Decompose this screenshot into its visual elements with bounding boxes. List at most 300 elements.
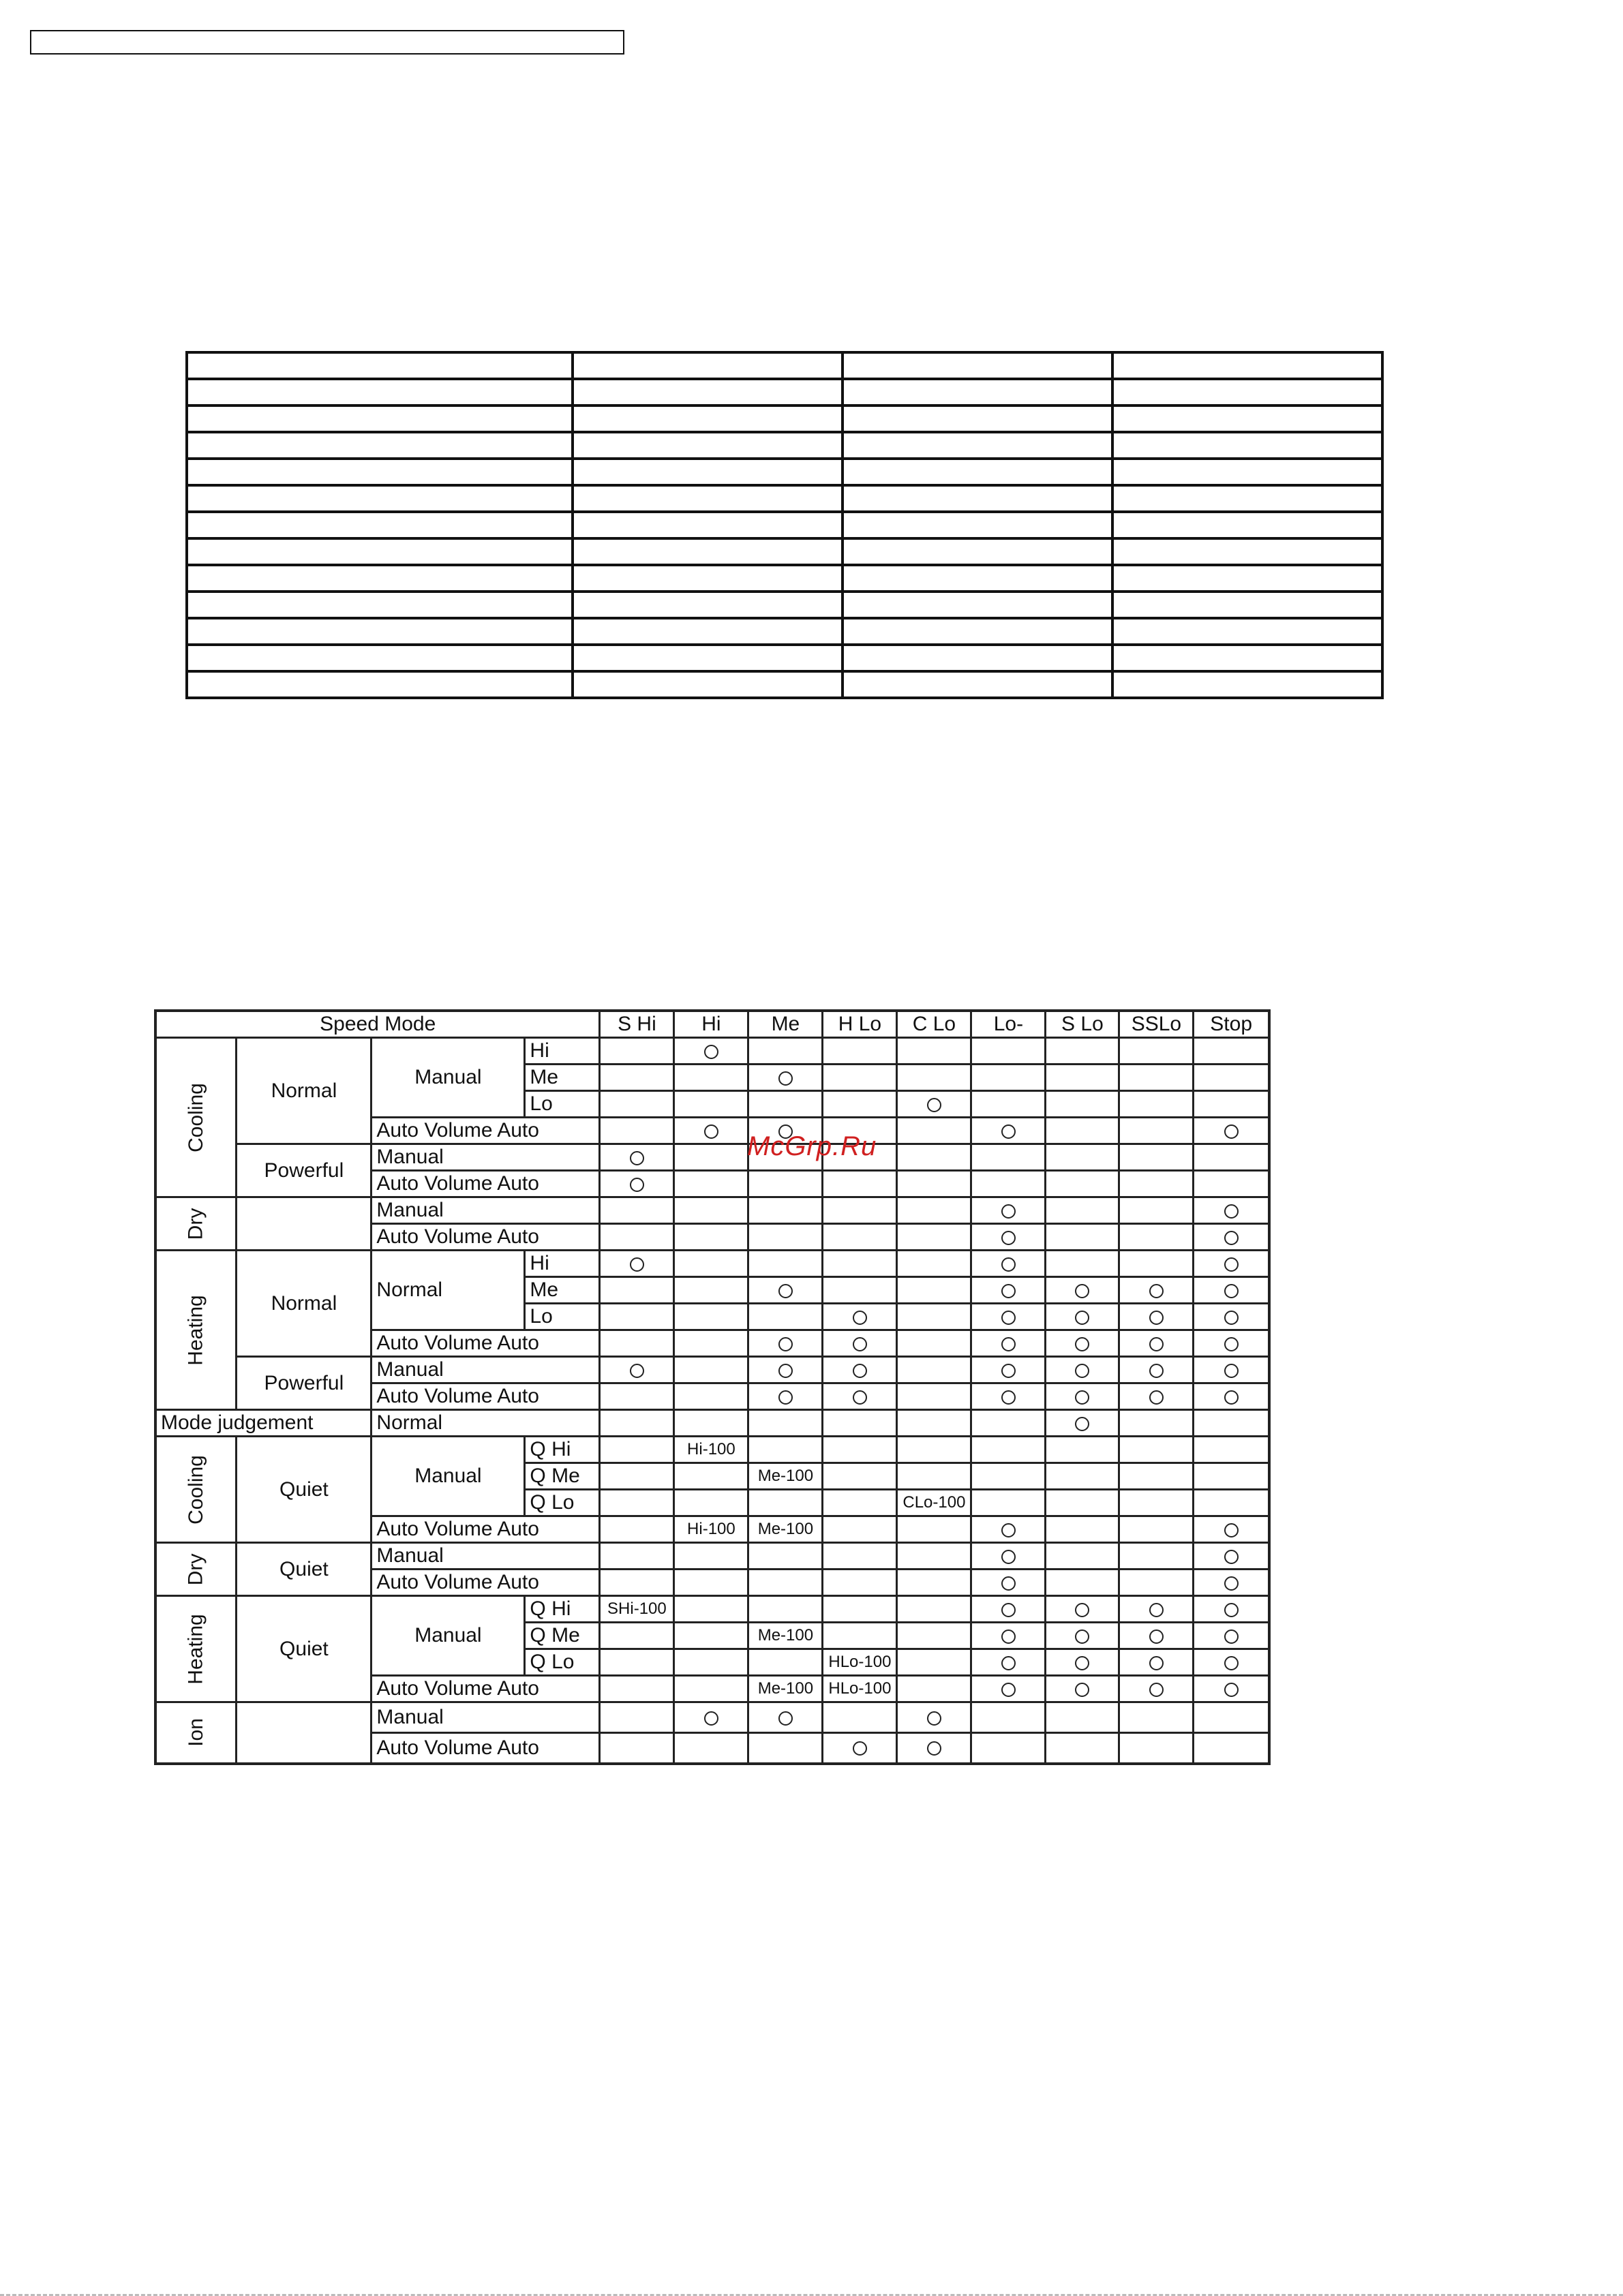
blank-cell (1112, 379, 1382, 405)
circle-icon (853, 1337, 867, 1351)
active-cell (823, 1733, 897, 1764)
blank-cell (573, 645, 843, 671)
blank-cell (1112, 459, 1382, 485)
empty-cell (1194, 1144, 1269, 1171)
circle-icon (1149, 1337, 1164, 1351)
empty-cell (600, 1410, 674, 1437)
empty-cell (674, 1410, 748, 1437)
group-label: Heating (184, 1613, 207, 1685)
empty-cell (823, 1437, 897, 1463)
blank-cell (573, 565, 843, 592)
empty-cell (1046, 1437, 1119, 1463)
empty-cell (674, 1224, 748, 1251)
circle-icon (1149, 1284, 1164, 1298)
empty-cell (748, 1570, 823, 1596)
circle-icon (1224, 1231, 1239, 1245)
empty-cell (600, 1304, 674, 1330)
group-cooling (155, 1437, 237, 1543)
empty-cell (674, 1733, 748, 1764)
active-cell (1194, 1224, 1269, 1251)
circle-icon (1001, 1629, 1016, 1644)
blank-cell (573, 485, 843, 512)
value-cell: HLo-100 (823, 1676, 897, 1702)
empty-cell (600, 1197, 674, 1224)
empty-cell (971, 1490, 1046, 1516)
empty-cell (1046, 1197, 1119, 1224)
empty-cell (1194, 1733, 1269, 1764)
method-auto: Auto Volume Auto (371, 1118, 600, 1144)
empty-cell (1119, 1702, 1194, 1733)
empty-cell (748, 1410, 823, 1437)
method-auto: Auto Volume Auto (371, 1383, 600, 1410)
level-qhi: Q Hi (525, 1596, 600, 1623)
submode-normal: Normal (237, 1251, 371, 1357)
active-cell (1119, 1277, 1194, 1304)
active-cell (971, 1516, 1046, 1543)
group-heating (155, 1596, 237, 1702)
circle-icon (1001, 1337, 1016, 1351)
active-cell (1194, 1277, 1269, 1304)
col-header: Lo- (971, 1011, 1046, 1038)
group-cooling (155, 1038, 237, 1197)
empty-cell (1046, 1570, 1119, 1596)
empty-cell (600, 1733, 674, 1764)
active-cell (1046, 1623, 1119, 1649)
submode-powerful: Powerful (237, 1357, 371, 1410)
empty-cell (823, 1038, 897, 1065)
active-cell (1046, 1277, 1119, 1304)
empty-cell (748, 1649, 823, 1676)
level-lo: Lo (525, 1304, 600, 1330)
empty-cell (600, 1038, 674, 1065)
empty-cell (748, 1596, 823, 1623)
blank-cell (187, 565, 573, 592)
empty-cell (823, 1702, 897, 1733)
blank-cell (843, 405, 1112, 432)
empty-cell (1119, 1251, 1194, 1277)
mode-row (155, 1038, 1269, 1065)
empty-cell (823, 1251, 897, 1277)
speed-mode-header: Speed Mode (155, 1011, 600, 1038)
blank-cell (1112, 592, 1382, 618)
method-auto: Auto Volume Auto (371, 1171, 600, 1197)
active-cell (1119, 1383, 1194, 1410)
mode-row (155, 1197, 1269, 1224)
circle-icon (1001, 1576, 1016, 1591)
empty-cell (600, 1224, 674, 1251)
empty-cell (1119, 1516, 1194, 1543)
empty-cell (674, 1463, 748, 1490)
level-qlo: Q Lo (525, 1649, 600, 1676)
empty-cell (674, 1091, 748, 1118)
empty-cell (897, 1623, 971, 1649)
circle-icon (1149, 1364, 1164, 1378)
group-dry (155, 1197, 237, 1251)
empty-cell (1194, 1490, 1269, 1516)
empty-cell (823, 1410, 897, 1437)
active-cell (971, 1251, 1046, 1277)
empty-cell (600, 1437, 674, 1463)
empty-cell (1046, 1038, 1119, 1065)
circle-icon (1001, 1204, 1016, 1219)
active-cell (1119, 1330, 1194, 1357)
group-label: Heating (184, 1294, 207, 1366)
group-label: Dry (184, 1553, 207, 1585)
empty-cell (897, 1251, 971, 1277)
circle-icon (1224, 1656, 1239, 1670)
blank-row (187, 379, 1382, 405)
blank-cell (1112, 352, 1382, 379)
active-cell (1046, 1596, 1119, 1623)
blank-cell (843, 485, 1112, 512)
empty-cell (1194, 1702, 1269, 1733)
empty-cell (1119, 1118, 1194, 1144)
active-cell (1194, 1304, 1269, 1330)
circle-icon (1001, 1231, 1016, 1245)
circle-icon (778, 1071, 793, 1086)
empty-cell (1046, 1490, 1119, 1516)
blank-row (187, 432, 1382, 459)
empty-cell (674, 1570, 748, 1596)
circle-icon (1075, 1629, 1089, 1644)
method-auto: Auto Volume Auto (371, 1224, 600, 1251)
empty-cell (823, 1570, 897, 1596)
empty-cell (823, 1516, 897, 1543)
empty-cell (971, 1091, 1046, 1118)
blank-cell (1112, 565, 1382, 592)
circle-icon (1001, 1390, 1016, 1405)
circle-icon (1149, 1656, 1164, 1670)
empty-cell (1046, 1463, 1119, 1490)
method-auto: Auto Volume Auto (371, 1733, 600, 1764)
circle-icon (704, 1711, 718, 1726)
blank-cell (187, 432, 573, 459)
active-cell (1194, 1623, 1269, 1649)
blank-cell (1112, 432, 1382, 459)
value-cell: HLo-100 (823, 1649, 897, 1676)
circle-icon (630, 1257, 644, 1272)
empty-cell (674, 1383, 748, 1410)
blank-cell (843, 432, 1112, 459)
circle-icon (1224, 1284, 1239, 1298)
empty-cell (971, 1410, 1046, 1437)
circle-icon (853, 1741, 867, 1756)
value-cell: Me-100 (748, 1676, 823, 1702)
empty-cell (748, 1251, 823, 1277)
active-cell (1194, 1330, 1269, 1357)
empty-cell (1119, 1224, 1194, 1251)
active-cell (600, 1251, 674, 1277)
empty-cell (600, 1383, 674, 1410)
circle-icon (1224, 1204, 1239, 1219)
mode-row (155, 1251, 1269, 1277)
empty-cell (1194, 1171, 1269, 1197)
empty-cell (971, 1065, 1046, 1091)
active-cell (1046, 1357, 1119, 1383)
col-header: Stop (1194, 1011, 1269, 1038)
mode-row (155, 1702, 1269, 1733)
empty-cell (971, 1144, 1046, 1171)
empty-cell (823, 1224, 897, 1251)
active-cell (674, 1118, 748, 1144)
empty-cell (674, 1197, 748, 1224)
circle-icon (1075, 1364, 1089, 1378)
empty-cell (1194, 1410, 1269, 1437)
blank-cell (187, 512, 573, 538)
empty-cell (823, 1171, 897, 1197)
empty-cell (674, 1251, 748, 1277)
active-cell (897, 1702, 971, 1733)
value-cell: Me-100 (748, 1463, 823, 1490)
circle-icon (1224, 1257, 1239, 1272)
empty-cell (600, 1118, 674, 1144)
empty-cell (748, 1197, 823, 1224)
blank-cell (843, 671, 1112, 698)
active-cell (1194, 1251, 1269, 1277)
empty-cell (748, 1038, 823, 1065)
blank-cell (1112, 512, 1382, 538)
empty-cell (897, 1649, 971, 1676)
empty-cell (600, 1676, 674, 1702)
active-cell (1046, 1383, 1119, 1410)
empty-cell (674, 1490, 748, 1516)
empty-cell (823, 1277, 897, 1304)
blank-cell (843, 565, 1112, 592)
method-manual: Manual (371, 1038, 525, 1118)
blank-cell (187, 538, 573, 565)
group-ion (155, 1702, 237, 1764)
blank-cell (187, 459, 573, 485)
empty-cell (1046, 1171, 1119, 1197)
mode-row (155, 1437, 1269, 1463)
active-cell (748, 1357, 823, 1383)
circle-icon (1001, 1656, 1016, 1670)
empty-cell (674, 1330, 748, 1357)
empty-cell (897, 1171, 971, 1197)
blank-cell (843, 592, 1112, 618)
blank-cell (1112, 485, 1382, 512)
empty-cell (897, 1197, 971, 1224)
active-cell (600, 1171, 674, 1197)
value-cell: Hi-100 (674, 1437, 748, 1463)
empty-cell (1119, 1490, 1194, 1516)
active-cell (1194, 1383, 1269, 1410)
blank-row (187, 538, 1382, 565)
circle-icon (927, 1711, 941, 1726)
circle-icon (1001, 1124, 1016, 1139)
blank-cell (1112, 405, 1382, 432)
method-manual: Manual (371, 1437, 525, 1516)
empty-cell (897, 1038, 971, 1065)
empty-cell (600, 1490, 674, 1516)
circle-icon (1224, 1311, 1239, 1325)
circle-icon (1001, 1550, 1016, 1564)
blank-cell (573, 459, 843, 485)
empty-cell (971, 1733, 1046, 1764)
blank-cell (187, 352, 573, 379)
active-cell (971, 1570, 1046, 1596)
empty-cell (674, 1065, 748, 1091)
circle-icon (1075, 1284, 1089, 1298)
blank-cell (573, 512, 843, 538)
mode-row (155, 1410, 1269, 1437)
active-cell (600, 1357, 674, 1383)
col-header: Hi (674, 1011, 748, 1038)
watermark: McGrp.Ru (747, 1131, 877, 1161)
empty-cell (748, 1490, 823, 1516)
blank-cell (843, 538, 1112, 565)
circle-icon (1001, 1364, 1016, 1378)
blank-cell (843, 512, 1112, 538)
method-normal: Normal (371, 1251, 525, 1330)
group-dry (155, 1543, 237, 1596)
circle-icon (1075, 1603, 1089, 1617)
submode-normal: Normal (237, 1038, 371, 1144)
circle-icon (630, 1178, 644, 1192)
blank-cell (1112, 618, 1382, 645)
empty-cell (600, 1463, 674, 1490)
active-cell (748, 1065, 823, 1091)
empty-cell (971, 1702, 1046, 1733)
blank-cell (1112, 671, 1382, 698)
group-label: Cooling (184, 1082, 207, 1152)
active-cell (971, 1676, 1046, 1702)
circle-icon (853, 1311, 867, 1325)
empty-cell (600, 1516, 674, 1543)
mode-row (155, 1543, 1269, 1570)
circle-icon (1224, 1576, 1239, 1591)
circle-icon (1224, 1364, 1239, 1378)
col-header: C Lo (897, 1011, 971, 1038)
circle-icon (1075, 1683, 1089, 1697)
circle-icon (1149, 1390, 1164, 1405)
active-cell (1046, 1304, 1119, 1330)
blank-cell (573, 379, 843, 405)
empty-cell (823, 1623, 897, 1649)
col-header: Me (748, 1011, 823, 1038)
value-cell: Me-100 (748, 1516, 823, 1543)
empty-cell (600, 1065, 674, 1091)
blank-cell (187, 618, 573, 645)
blank-cell (573, 618, 843, 645)
col-header: S Lo (1046, 1011, 1119, 1038)
mode-row (155, 1144, 1269, 1171)
blank-row (187, 405, 1382, 432)
empty-cell (1046, 1251, 1119, 1277)
active-cell (748, 1277, 823, 1304)
active-cell (1194, 1649, 1269, 1676)
active-cell (1194, 1197, 1269, 1224)
method-manual: Manual (371, 1197, 600, 1224)
circle-icon (778, 1390, 793, 1405)
circle-icon (1224, 1550, 1239, 1564)
empty-cell (823, 1091, 897, 1118)
empty-cell (897, 1277, 971, 1304)
active-cell (1194, 1596, 1269, 1623)
empty-cell (897, 1437, 971, 1463)
level-me: Me (525, 1065, 600, 1091)
circle-icon (1224, 1390, 1239, 1405)
blank-cell (843, 645, 1112, 671)
active-cell (823, 1383, 897, 1410)
level-lo: Lo (525, 1091, 600, 1118)
empty-cell (1194, 1437, 1269, 1463)
active-cell (897, 1733, 971, 1764)
empty-cell (600, 1623, 674, 1649)
circle-icon (704, 1045, 718, 1059)
empty-cell (748, 1304, 823, 1330)
empty-cell (600, 1702, 674, 1733)
empty-cell (897, 1224, 971, 1251)
empty-cell (1194, 1038, 1269, 1065)
group-label: Cooling (184, 1454, 207, 1525)
empty-cell (1119, 1410, 1194, 1437)
active-cell (897, 1091, 971, 1118)
circle-icon (1075, 1390, 1089, 1405)
circle-icon (1224, 1124, 1239, 1139)
empty-cell (897, 1410, 971, 1437)
empty-cell (897, 1357, 971, 1383)
method-normal: Normal (371, 1410, 600, 1437)
circle-icon (1224, 1603, 1239, 1617)
blank-cell (843, 379, 1112, 405)
blank-row (187, 512, 1382, 538)
active-cell (748, 1330, 823, 1357)
active-cell (971, 1330, 1046, 1357)
blank-cell (573, 538, 843, 565)
active-cell (971, 1304, 1046, 1330)
method-manual: Manual (371, 1596, 525, 1676)
blank-row (187, 618, 1382, 645)
active-cell (1119, 1304, 1194, 1330)
empty-cell (600, 1330, 674, 1357)
empty-cell (897, 1383, 971, 1410)
col-header: S Hi (600, 1011, 674, 1038)
blank-row (187, 645, 1382, 671)
circle-icon (1149, 1683, 1164, 1697)
method-manual: Manual (371, 1144, 600, 1171)
empty-cell (823, 1463, 897, 1490)
empty-cell (674, 1304, 748, 1330)
blank-cell (573, 671, 843, 698)
empty-cell (823, 1596, 897, 1623)
circle-icon (630, 1151, 644, 1165)
blank-cell (187, 592, 573, 618)
blank-cell (1112, 538, 1382, 565)
active-cell (1119, 1596, 1194, 1623)
circle-icon (1075, 1656, 1089, 1670)
mode-row (155, 1357, 1269, 1383)
active-cell (1119, 1623, 1194, 1649)
value-cell: Me-100 (748, 1623, 823, 1649)
circle-icon (1001, 1683, 1016, 1697)
active-cell (1194, 1516, 1269, 1543)
empty-cell (1046, 1118, 1119, 1144)
active-cell (971, 1357, 1046, 1383)
empty-cell (600, 1277, 674, 1304)
empty-cell (1119, 1437, 1194, 1463)
active-cell (748, 1702, 823, 1733)
empty-cell (748, 1543, 823, 1570)
blank-cell (1112, 645, 1382, 671)
empty-cell (971, 1038, 1046, 1065)
group-mode-judgement: Mode judgement (155, 1410, 371, 1437)
empty-cell (1046, 1065, 1119, 1091)
circle-icon (1001, 1523, 1016, 1537)
circle-icon (1224, 1629, 1239, 1644)
level-qlo: Q Lo (525, 1490, 600, 1516)
active-cell (1194, 1118, 1269, 1144)
